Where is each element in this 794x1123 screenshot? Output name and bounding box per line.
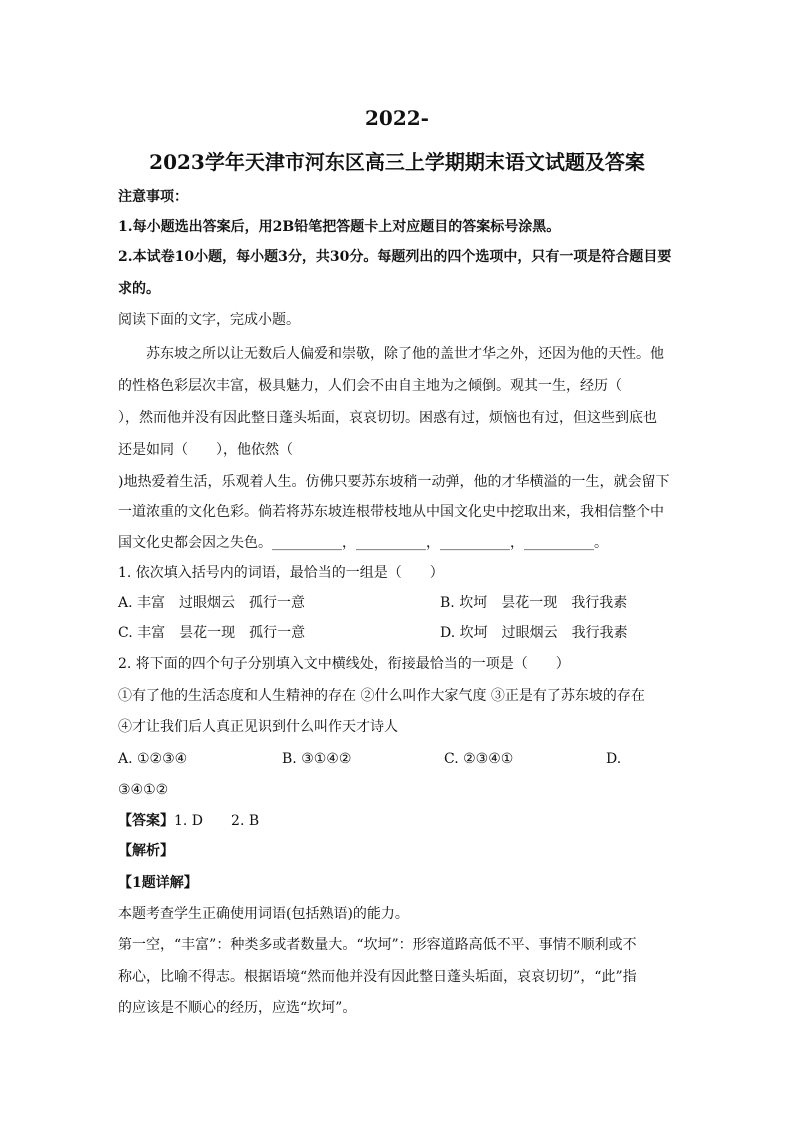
question-1-option-d: D. 坎坷 过眼烟云 我行我素 — [440, 625, 628, 641]
question-2-option-b: B. ③①④② — [282, 751, 352, 767]
passage-line: ），然而他并没有因此整日蓬头垢面，哀哀切切。困惑有过，烦恼也有过，但这些到底也 — [118, 410, 657, 426]
analysis-tag: 【解析】 — [118, 843, 174, 859]
passage-line: 的性格色彩层次丰富，极具魅力，人们会不由自主地为之倾倒。观其一生，经历（ — [118, 378, 622, 394]
detail-line: 称心，比喻不得志。根据语境“然而他并没有因此整日蓬头垢面，哀哀切切”，“此”指 — [118, 969, 637, 985]
question-2-sentences-cont: ④才让我们后人真正见识到什么叫作天才诗人 — [118, 719, 398, 735]
question-2-option-c: C. ②③④① — [444, 751, 514, 767]
reading-instruction: 阅读下面的文字，完成小题。 — [118, 312, 300, 328]
doc-title-line1: 2022- — [365, 106, 429, 130]
notice-heading: 注意事项： — [118, 189, 188, 205]
answer-tag: 【答案】 — [118, 813, 174, 829]
notice-item-1: 1.每小题选出答案后，用2B铅笔把答题卡上对应题目的答案标号涂黑。 — [118, 219, 561, 235]
passage-line: 国文化史都会因之失色。__________，__________，__________，__________。 — [118, 535, 608, 551]
notice-item-2-cont: 求的。 — [118, 281, 160, 297]
answer-line — [118, 812, 259, 830]
answer-text: 1. D 2. B — [174, 813, 260, 829]
question-1-stem: 1. 依次填入括号内的词语，最恰当的一组是（ ） — [118, 565, 444, 581]
question-2-option-d: D. — [606, 751, 622, 767]
passage-line: 还是如同（ ），他依然（ — [118, 442, 293, 458]
question-2-option-d-cont: ③④①② — [118, 782, 169, 798]
doc-title-line2: 2023学年天津市河东区高三上学期期末语文试题及答案 — [149, 150, 645, 174]
detail-line: 的应该是不顺心的经历，应选“坎坷”。 — [118, 1000, 357, 1016]
passage-line: 一道浓重的文化色彩。倘若将苏东坡连根带枝地从中国文化史中挖取出来，我相信整个中 — [118, 504, 664, 520]
detail-tag: 【1题详解】 — [118, 875, 198, 891]
passage-line: )地热爱着生活，乐观着人生。仿佛只要苏东坡稍一动弹，他的才华横溢的一生，就会留下 — [118, 474, 670, 490]
detail-line: 第一空，“丰富”：种类多或者数量大。“坎坷”：形容道路高低不平、事情不顺利或不 — [118, 937, 637, 953]
detail-line: 本题考查学生正确使用词语(包括熟语)的能力。 — [118, 906, 409, 922]
question-1-option-b: B. 坎坷 昙花一现 我行我素 — [440, 595, 628, 611]
question-2-option-a: A. ①②③④ — [118, 751, 188, 767]
notice-item-2: 2.本试卷10小题，每小题3分，共30分。每题列出的四个选项中，只有一项是符合题目要 — [118, 249, 672, 265]
question-2-stem: 2. 将下面的四个句子分别填入文中横线处，衔接最恰当的一项是（ ） — [118, 656, 570, 672]
question-2-sentences: ①有了他的生活态度和人生精神的存在 ②什么叫作大家气度 ③正是有了苏东坡的存在 — [118, 688, 645, 704]
question-1-option-a: A. 丰富 过眼烟云 孤行一意 — [118, 595, 306, 611]
passage-line: 苏东坡之所以让无数后人偏爱和崇敬，除了他的盖世才华之外，还因为他的天性。他 — [146, 346, 664, 362]
question-1-option-c: C. 丰富 昙花一现 孤行一意 — [118, 625, 306, 641]
